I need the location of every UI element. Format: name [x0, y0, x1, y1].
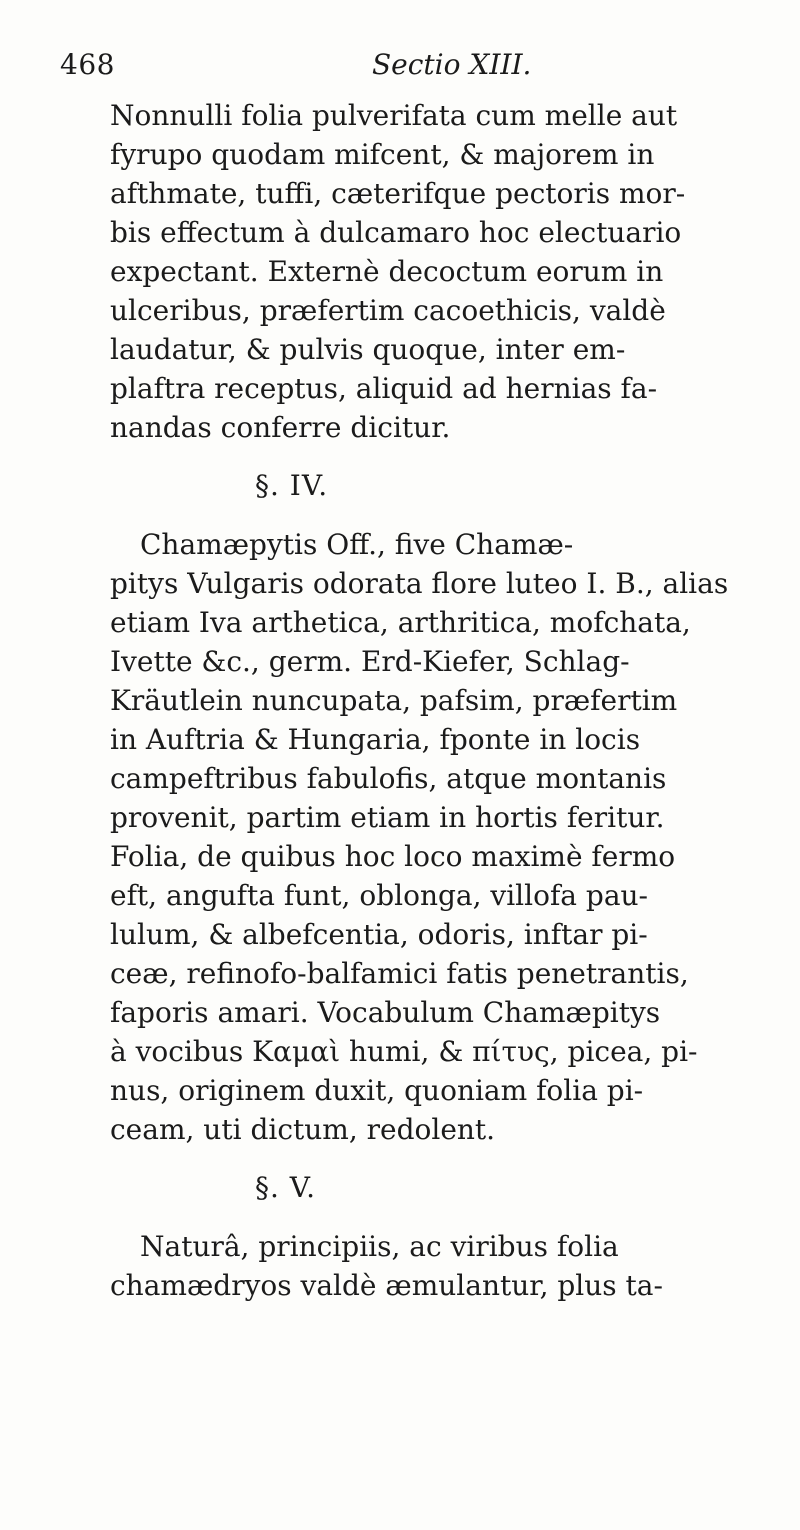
text-line: ulceribus, præfertim cacoethicis, valdè	[110, 294, 666, 327]
text-line: plaftra receptus, aliquid ad hernias fa-	[110, 372, 658, 405]
paragraph-1	[110, 96, 790, 447]
text-line: à vocibus Καμαὶ humi, & πίτυς, picea, pi-	[110, 1035, 698, 1068]
page-number: 468	[60, 48, 115, 81]
text-line: nus, originem duxit, quoniam folia pi-	[110, 1074, 644, 1107]
text-line: expectant. Externè decoctum eorum in	[110, 255, 664, 288]
section-v-text	[110, 1227, 790, 1305]
section-heading-v: §. V.	[255, 1171, 317, 1204]
text-line: Nonnulli folia pulverifata cum melle aut	[110, 99, 678, 132]
text-line: lulum, & albefcentia, odoris, inftar pi-	[110, 918, 648, 951]
text-line: Kräutlein nuncupata, pafsim, præfertim	[110, 684, 678, 717]
text-line: eft, angufta funt, oblonga, villofa pau-	[110, 879, 649, 912]
text-line: fyrupo quodam mifcent, & majorem in	[110, 138, 655, 171]
text-line: chamædryos valdè æmulantur, plus ta-	[110, 1269, 663, 1302]
text-line: ceæ, refinofo-balfamici fatis penetrantis,	[110, 957, 689, 990]
running-head: Sectio XIII.	[372, 48, 532, 81]
section-iv-text	[110, 525, 790, 1149]
text-line: provenit, partim etiam in hortis feritur.	[110, 801, 665, 834]
text-line: Ivette &c., germ. Erd-Kiefer, Schlag-	[110, 645, 630, 678]
text-line: afthmate, tuffi, cæterifque pectoris mor-	[110, 177, 686, 210]
section-heading-iv: §. IV.	[255, 469, 329, 502]
body-text	[110, 96, 790, 1305]
text-line: nandas conferre dicitur.	[110, 411, 451, 444]
text-line: bis effectum à dulcamaro hoc electuario	[110, 216, 682, 249]
text-line: etiam Iva arthetica, arthritica, mofchata,	[110, 606, 691, 639]
text-line: in Auftria & Hungaria, fponte in locis	[110, 723, 641, 756]
text-line: pitys Vulgaris odorata flore luteo I. B., alias	[110, 567, 729, 600]
text-line: campeftribus fabulofis, atque montanis	[110, 762, 667, 795]
text-line: faporis amari. Vocabulum Chamæpitys	[110, 996, 661, 1029]
text-line: Chamæpytis Off., five Chamæ-	[140, 528, 574, 561]
text-line: ceam, uti dictum, redolent.	[110, 1113, 496, 1146]
page-header	[60, 44, 760, 94]
text-line: Naturâ, principiis, ac viribus folia	[140, 1230, 619, 1263]
text-line: laudatur, & pulvis quoque, inter em-	[110, 333, 626, 366]
text-line: Folia, de quibus hoc loco maximè fermo	[110, 840, 676, 873]
